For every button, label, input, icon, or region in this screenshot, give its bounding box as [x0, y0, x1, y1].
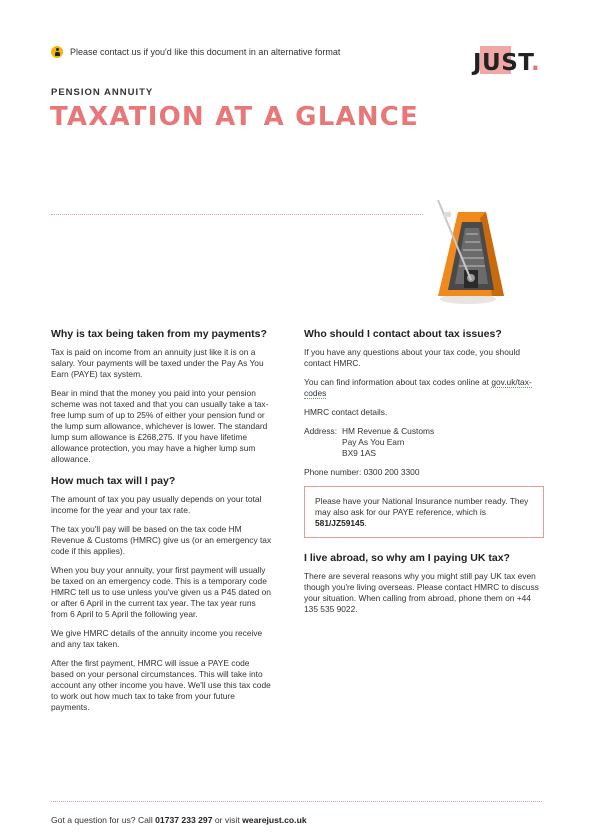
header-divider — [51, 214, 423, 215]
gov-uk-tax-codes-link[interactable]: gov.uk/tax-codes — [304, 377, 532, 398]
hmrc-contact-heading: HMRC contact details. — [304, 407, 388, 417]
hmrc-phone: Phone number: 0300 200 3300 — [304, 467, 420, 477]
how-much-paragraph-4: We give HMRC details of the annuity income you receive and any tax taken. — [51, 628, 263, 649]
address-line: HM Revenue & Customs — [342, 426, 435, 436]
section-heading-why-tax: Why is tax being taken from my payments? — [51, 328, 267, 340]
logo-wordmark: JUST. — [473, 50, 541, 76]
just-logo — [472, 46, 544, 80]
section-heading-how-much: How much tax will I pay? — [51, 475, 176, 487]
notice-text: Please have your National Insurance number ready. They may also ask for our PAYE reference, which is 581/JZ59145. — [315, 496, 529, 528]
footer: Got a question for us? Call 01737 233 297 or visit wearejust.co.uk — [51, 815, 307, 825]
address-line: Pay As You Earn — [342, 437, 405, 447]
how-much-paragraph-3: When you buy your annuity, your first payment will usually be taxed on an emergency code. This is a temporary code HMRC tell us to use unless you've given us a P45 dated on or after 6 April in the current tax year. The tax year runs from 6 April to 5 April the following year. — [51, 565, 271, 619]
address-lines — [342, 426, 434, 459]
paye-reference: 581/JZ59145 — [315, 518, 365, 528]
address-line: BX9 1AS — [342, 448, 376, 458]
footer-website-link[interactable]: wearejust.co.uk — [242, 815, 307, 825]
right-column — [304, 328, 544, 623]
why-tax-paragraph-1: Tax is paid on income from an annuity just like it is on a salary. Your payments will be taxed under the Pay As You Earn (PAYE) tax system. — [51, 347, 264, 379]
accessibility-icon — [51, 46, 63, 58]
footer-phone[interactable]: 01737 233 297 — [155, 815, 213, 825]
left-column — [51, 328, 273, 721]
paye-reference-notice — [304, 486, 544, 538]
how-much-paragraph-5: After the first payment, HMRC will issue a PAYE code based on your personal circumstances. This will take into account any other income you have. We'll use this tax code to work out how much tax to take from your future payments. — [51, 658, 271, 712]
document-eyebrow: PENSION ANNUITY — [51, 87, 154, 98]
alternative-format-note — [51, 46, 340, 58]
page-title: TAXATION AT A GLANCE — [50, 102, 420, 132]
why-tax-paragraph-2: Bear in mind that the money you paid into your pension scheme was not taxed and that you can usually take a tax-free lump sum of up to 25% of either your pension fund or the lump sum allowance, whichever is lower. The standard lump sum allowance is £268,275. If you have lifetime allowance protection, you may have a higher lump sum allowance. — [51, 388, 269, 464]
contact-paragraph-1: If you have any questions about your tax code, you should contact HMRC. — [304, 347, 521, 368]
hmrc-address — [304, 426, 544, 459]
metronome-image — [428, 198, 506, 306]
footer-divider — [51, 801, 542, 802]
address-label: Address: — [304, 426, 338, 436]
section-heading-contact: Who should I contact about tax issues? — [304, 328, 502, 340]
how-much-paragraph-1: The amount of tax you pay usually depends on your total income for the year and your tax rate. — [51, 494, 262, 515]
how-much-paragraph-2: The tax you'll pay will be based on the tax code HM Revenue & Customs (HMRC) give us (or an emergency tax code if this applies). — [51, 524, 272, 556]
section-heading-abroad: I live abroad, so why am I paying UK tax? — [304, 552, 510, 564]
abroad-paragraph: There are several reasons why you might still pay UK tax even though you're living overseas. Please contact HMRC to discuss your situation. When calling from abroad, phone them on +44 135 535 9022. — [304, 571, 539, 614]
alternative-format-text: Please contact us if you'd like this document in an alternative format — [70, 47, 341, 57]
contact-paragraph-2: You can find information about tax codes online at gov.uk/tax-codes — [304, 377, 532, 398]
